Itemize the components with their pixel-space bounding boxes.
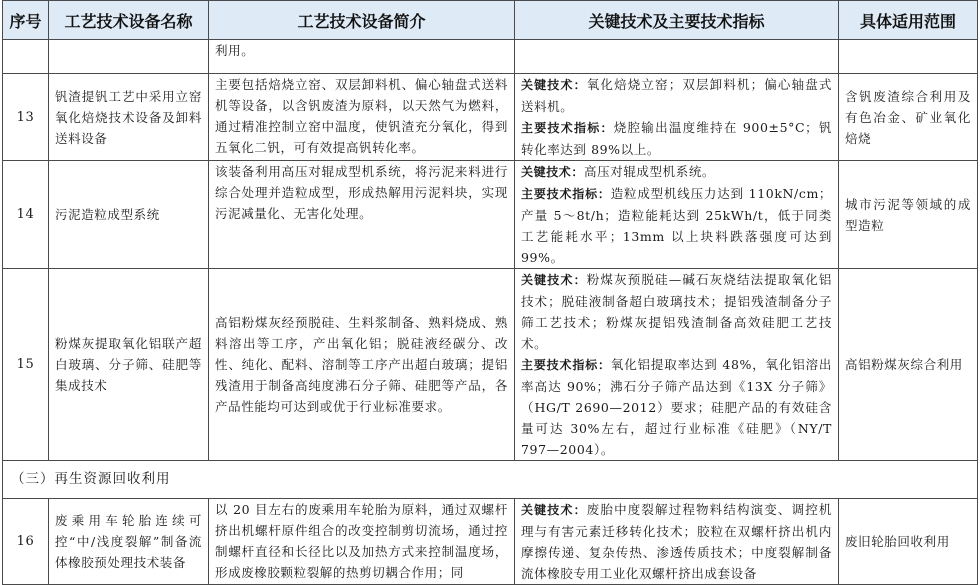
key-tech-text: 高压对辊成型机系统。 <box>584 164 716 179</box>
cell-description: 该装备利用高压对辊成型机系统，将污泥来料进行综合处理并造粒成型，形成热解用污泥料块，实现污泥减量化、无害化处理。 <box>209 161 515 269</box>
cell-scope: 高铝粉煤灰综合利用 <box>839 269 978 461</box>
key-tech-text: 粉煤灰预脱硅—碱石灰烧结法提取氧化铝技术；脱硅液制备超白玻璃技术；提铝残渣制备分子筛工艺技术；粉煤灰提铝残渣制备高效硅肥工艺技术。 <box>521 272 832 351</box>
main-index-text: 氧化铝提取率达到 48%，氧化铝溶出率高达 90%；沸石分子筛产品达到《13X 分子筛》（HG/T 2690—2012）要求；硅肥产品的有效硅含量可达 30%左右，超过行业标准《硅肥》（NY/T 797—2004）。 <box>521 357 833 457</box>
cell-number: 13 <box>3 74 49 161</box>
main-index-label: 主要技术指标： <box>521 121 614 135</box>
key-tech-text: 废胎中度裂解过程物料结构演变、调控机理与有害元素迁移转化技术；胶粒在双螺杆挤出机内摩擦传递、复杂传热、渗透传质技术；中度裂解制备流体橡胶专用工业化双螺杆挤出成套设备 <box>521 502 832 581</box>
cell-description: 主要包括焙烧立窑、双层卸料机、偏心轴盘式送料机等设备，以含钒废渣为原料，以天然气为燃料，通过精准控制立窑中温度，使钒渣充分氧化，得到五氧化二钒，可有效提高钒转化率。 <box>209 74 515 161</box>
cell-tech <box>515 40 839 74</box>
cell-tech <box>515 74 839 161</box>
table-row-16 <box>3 499 978 585</box>
cell-number: 15 <box>3 269 49 461</box>
cell-number <box>3 40 49 74</box>
table-row-13 <box>3 74 978 161</box>
header-application-scope: 具体适用范围 <box>839 1 978 40</box>
cell-scope: 城市污泥等领域的成型造粒 <box>839 161 978 269</box>
cell-number: 14 <box>3 161 49 269</box>
key-tech-label: 关键技术： <box>521 78 587 92</box>
cell-name: 污泥造粒成型系统 <box>49 161 209 269</box>
key-tech-text: 氧化焙烧立窑；双层卸料机；偏心轴盘式送料机。 <box>521 77 832 114</box>
main-index-label: 主要技术指标： <box>521 187 611 201</box>
cell-scope: 废旧轮胎回收利用 <box>839 499 978 585</box>
header-equipment-intro: 工艺技术设备简介 <box>209 1 515 40</box>
header-serial-number: 序号 <box>3 1 49 40</box>
header-equipment-name: 工艺技术设备名称 <box>49 1 209 40</box>
cell-description: 利用。 <box>209 40 515 74</box>
key-tech-label: 关键技术： <box>521 503 587 517</box>
table-row-14 <box>3 161 978 269</box>
main-index-text: 造粒成型机线压力达到 110kN/cm；产量 5～8t/h；造粒能耗达到 25kWh/t，低于同类工艺能耗水平；13mm 以上块料跌落强度可达到 99%。 <box>521 186 832 265</box>
cell-name <box>49 40 209 74</box>
cell-description: 高铝粉煤灰经预脱硅、生料浆制备、熟料烧成、熟料溶出等工序，产出氧化铝；脱硅液经碳分、改性、纯化、配料、溶制等工序产出超白玻璃；提铝残渣用于制备高纯度沸石分子筛、硅肥等产品，各产品性能均可达到或优于行业标准要求。 <box>209 269 515 461</box>
cell-name: 钒渣提钒工艺中采用立窑氧化焙烧技术设备及卸料送料设备 <box>49 74 209 161</box>
table-row-15 <box>3 269 978 461</box>
section-row-recycling <box>3 461 978 499</box>
technology-table <box>2 0 978 585</box>
main-index-text: 烧腔输出温度维持在 900±5°C；钒转化率达到 89%以上。 <box>521 120 832 157</box>
cell-name: 废乘用车轮胎连续可控“中/浅度裂解”制备流体橡胶预处理技术装备 <box>49 499 209 585</box>
table-header-row <box>3 1 978 40</box>
header-key-tech-indicators: 关键技术及主要技术指标 <box>515 1 839 40</box>
cell-description: 以 20 目左右的废乘用车轮胎为原料，通过双螺杆挤出机螺杆原件组合的改变控制剪切流场，通过控制螺杆直径和长径比以及加热方式来控制温度场，形成废橡胶颗粒裂解的热剪切耦合作用；同 <box>209 499 515 585</box>
key-tech-label: 关键技术： <box>521 165 585 179</box>
cell-number: 16 <box>3 499 49 585</box>
cell-tech <box>515 269 839 461</box>
cell-tech <box>515 161 839 269</box>
cell-tech <box>515 499 839 585</box>
main-index-label: 主要技术指标： <box>521 358 611 372</box>
section-title: （三）再生资源回收利用 <box>3 461 978 499</box>
cell-scope <box>839 40 978 74</box>
key-tech-label: 关键技术： <box>521 273 587 287</box>
table-row-continuation <box>3 40 978 74</box>
cell-name: 粉煤灰提取氧化铝联产超白玻璃、分子筛、硅肥等集成技术 <box>49 269 209 461</box>
cell-scope: 含钒废渣综合利用及有色冶金、矿业氧化焙烧 <box>839 74 978 161</box>
